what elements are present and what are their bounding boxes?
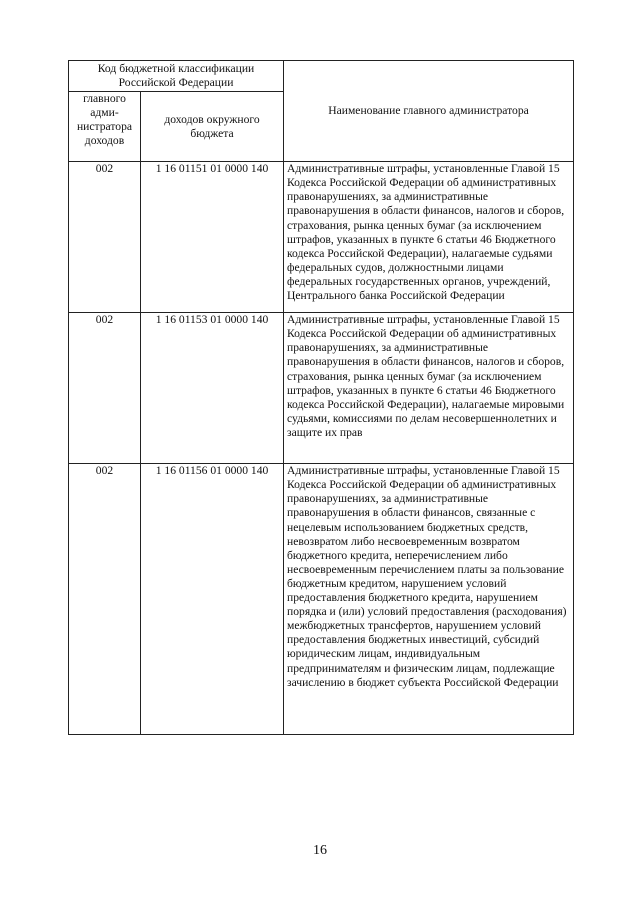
admin-code-cell: 002 (69, 464, 141, 735)
budget-classification-table (68, 60, 574, 735)
administrator-name-cell: Административные штрафы, установленные Главой 15 Кодекса Российской Федерации об административных правонарушениях, за административные правонарушения в области финансов, связанные с нецелевым использованием бюджетных средств, невозвратом либо несвоевременным возвратом бюджетного кредита, неперечислением либо несвоевременным перечислением платы за пользование бюджетным кредитом, нарушением условий предоставления бюджетного кредита, нарушением порядка и (или) условий предоставления (расходования) межбюджетных трансфертов, нарушением условий предоставления бюджетных инвестиций, субсидий юридическим лицам, индивидуальным предпринимателям и физическим лицам, подлежащие зачислению в бюджет субъекта Российской Федерации (284, 464, 574, 735)
revenue-code-cell: 1 16 01153 01 0000 140 (141, 313, 284, 464)
header-district-budget-revenue: доходов окружного бюджета (141, 92, 284, 162)
administrator-name-cell: Административные штрафы, установленные Главой 15 Кодекса Российской Федерации об административных правонарушениях, за административные правонарушения в области финансов, налогов и сборов, страхования, рынка ценных бумаг (за исключением штрафов, указанных в пункте 6 статьи 46 Бюджетного кодекса Российской Федерации), налагаемые судьями федеральных судов, должностными лицами федеральных государственных органов, учреждений, Центрального банка Российской Федерации (284, 162, 574, 313)
revenue-code-cell: 1 16 01156 01 0000 140 (141, 464, 284, 735)
administrator-name-cell: Административные штрафы, установленные Главой 15 Кодекса Российской Федерации об административных правонарушениях, за административные правонарушения в области финансов, налогов и сборов, страхования, рынка ценных бумаг (за исключением штрафов, указанных в пункте 6 статьи 46 Бюджетного кодекса Российской Федерации), налагаемые мировыми судьями, комиссиями по делам несовершеннолетних и защите их прав (284, 313, 574, 464)
table-header-row (69, 61, 574, 92)
admin-code-cell: 002 (69, 162, 141, 313)
revenue-code-cell: 1 16 01151 01 0000 140 (141, 162, 284, 313)
table-row (69, 464, 574, 735)
table-row (69, 313, 574, 464)
header-main-administrator: главного адми-нистратора доходов (69, 92, 141, 162)
admin-code-cell: 002 (69, 313, 141, 464)
table-row (69, 162, 574, 313)
header-budget-classification-code: Код бюджетной классификации Российской Федерации (69, 61, 284, 92)
page-number: 16 (313, 843, 327, 858)
header-administrator-name: Наименование главного администратора (284, 61, 574, 162)
